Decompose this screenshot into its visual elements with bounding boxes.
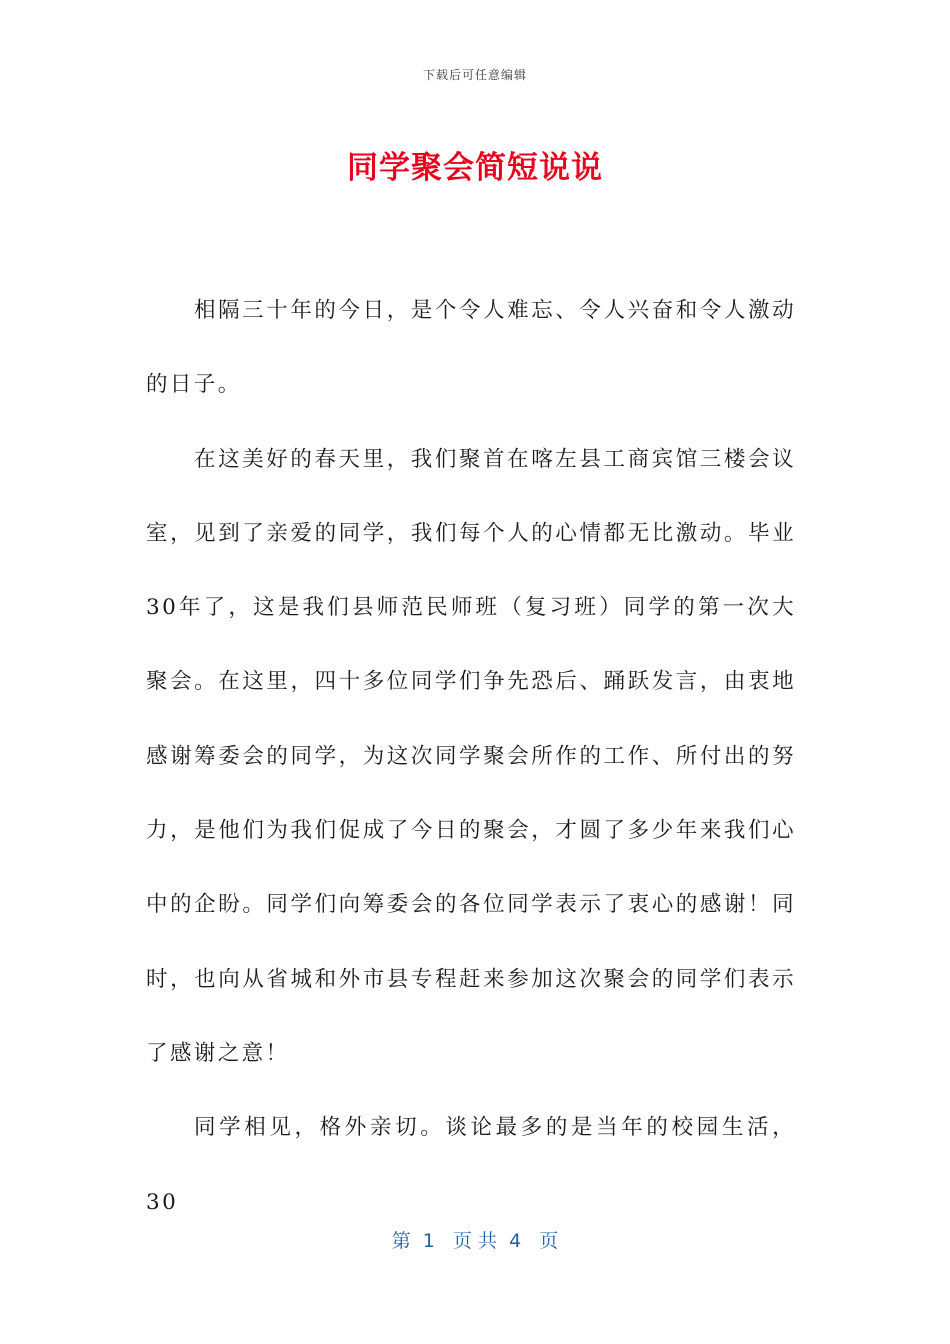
document-body xyxy=(146,274,796,1240)
header-note: 下载后可任意编辑 xyxy=(422,68,527,82)
paragraph: 相隔三十年的今日，是个令人难忘、令人兴奋和令人激动的日子。 xyxy=(146,298,796,398)
document-title: 同学聚会简短说说 xyxy=(347,150,603,186)
paragraph: 同学相见，格外亲切。谈论最多的是当年的校园生活，30 xyxy=(146,1115,796,1215)
paragraph: 在这美好的春天里，我们聚首在喀左县工商宾馆三楼会议室，见到了亲爱的同学，我们每个人的心情都无比激动。毕业30年了，这是我们县师范民师班（复习班）同学的第一次大聚会。在这里，四十多位同学们争先恐后、踊跃发言，由衷地感谢筹委会的同学，为这次同学聚会所作的工作、所付出的努力，是他们为我们促成了今日的聚会，才圆了多少年来我们心中的企盼。同学们向筹委会的各位同学表示了衷心的感谢！同时，也向从省城和外市县专程赶来参加这次聚会的同学们表示了感谢之意！ xyxy=(146,446,796,1066)
page-indicator: 第 1 页 共 4 页 xyxy=(391,1230,559,1252)
